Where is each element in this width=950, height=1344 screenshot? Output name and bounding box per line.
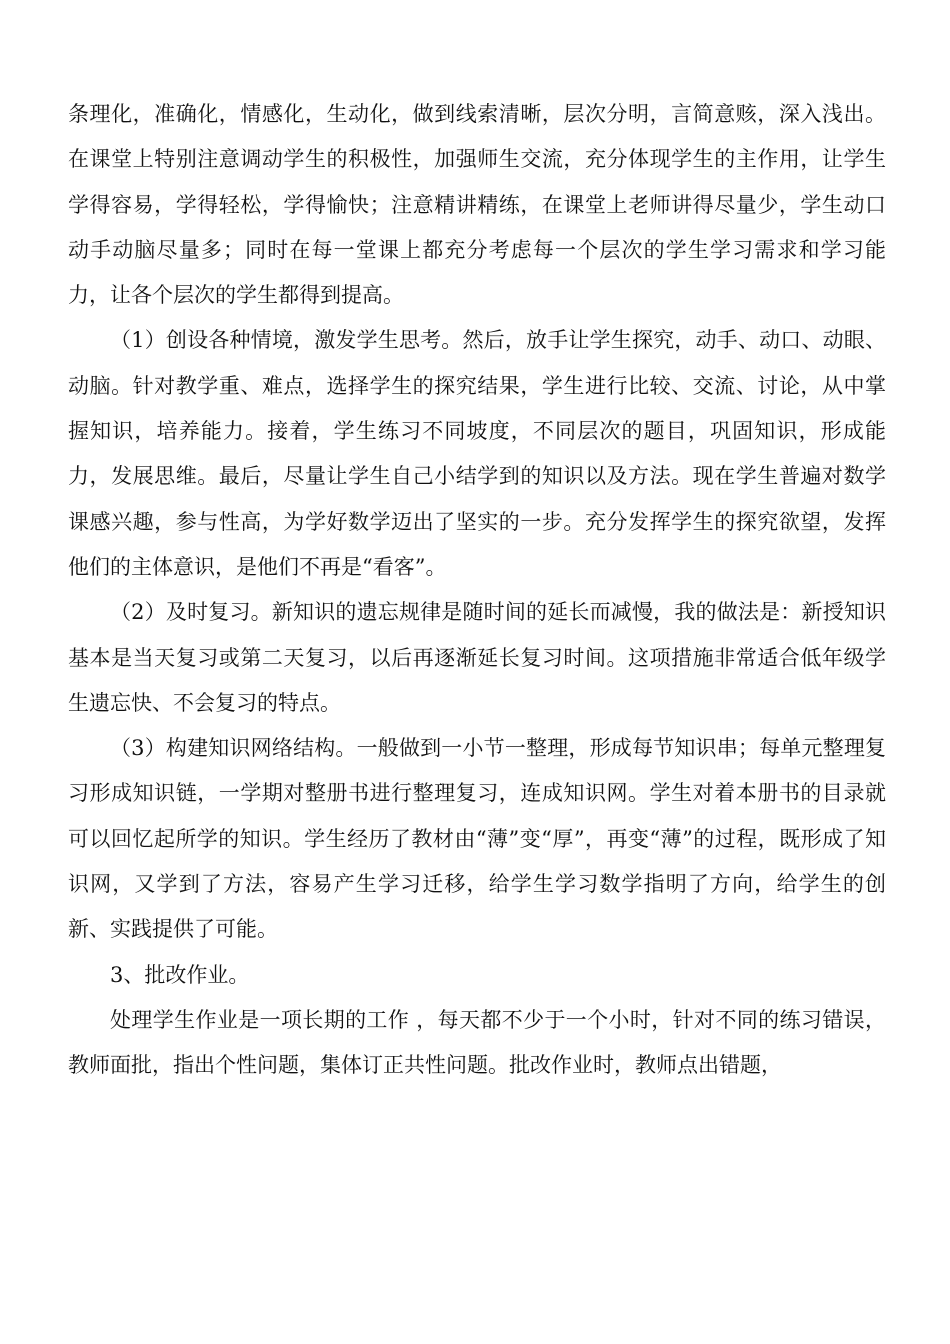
paragraph-item-2: （2）及时复习。新知识的遗忘规律是随时间的延长而减慢，我的做法是：新授知识基本是当天复习或第二天复习，以后再逐渐延长复习时间。这项措施非常适合低年级学生遗忘快、不会复习的特点。 [68,600,886,715]
paragraph-item-3: （3）构建知识网络结构。一般做到一小节一整理，形成每节知识串；每单元整理复习形成知识链，一学期对整册书进行整理复习，连成知识网。学生对着本册书的目录就可以回忆起所学的知识。学生经历了教材由“薄”变“厚”，再变“薄”的过程，既形成了知识网，又学到了方法，容易产生学习迁移，给学生学习数学指明了方向，给学生的创新、实践提供了可能。 [68,736,886,942]
paragraph-homework: 处理学生作业是一项长期的工作 ，每天都不少于一个小时，针对不同的练习错误，教师面批，指出个性问题，集体订正共性问题。批改作业时，教师点出错题， [68,1007,886,1078]
document-page [68,92,886,1089]
paragraph-continuation: 条理化，准确化，情感化，生动化，做到线索清晰，层次分明，言简意赅，深入浅出。在课堂上特别注意调动学生的积极性，加强师生交流，充分体现学生的主作用，让学生学得容易，学得轻松，学得愉快；注意精讲精练，在课堂上老师讲得尽量少，学生动口动手动脑尽量多；同时在每一堂课上都充分考虑每一个层次的学生学习需求和学习能力，让各个层次的学生都得到提高。 [68,102,886,308]
section-heading-homework: 3、批改作业。 [110,962,250,987]
paragraph-item-1: （1）创设各种情境，激发学生思考。然后，放手让学生探究，动手、动口、动眼、动脑。针对教学重、难点，选择学生的探究结果，学生进行比较、交流、讨论，从中掌握知识，培养能力。接着，学生练习不同坡度，不同层次的题目，巩固知识，形成能力，发展思维。最后，尽量让学生自己小结学到的知识以及方法。现在学生普遍对数学课感兴趣，参与性高，为学好数学迈出了坚实的一步。充分发挥学生的探究欲望，发挥他们的主体意识，是他们不再是“看客”。 [68,328,886,579]
